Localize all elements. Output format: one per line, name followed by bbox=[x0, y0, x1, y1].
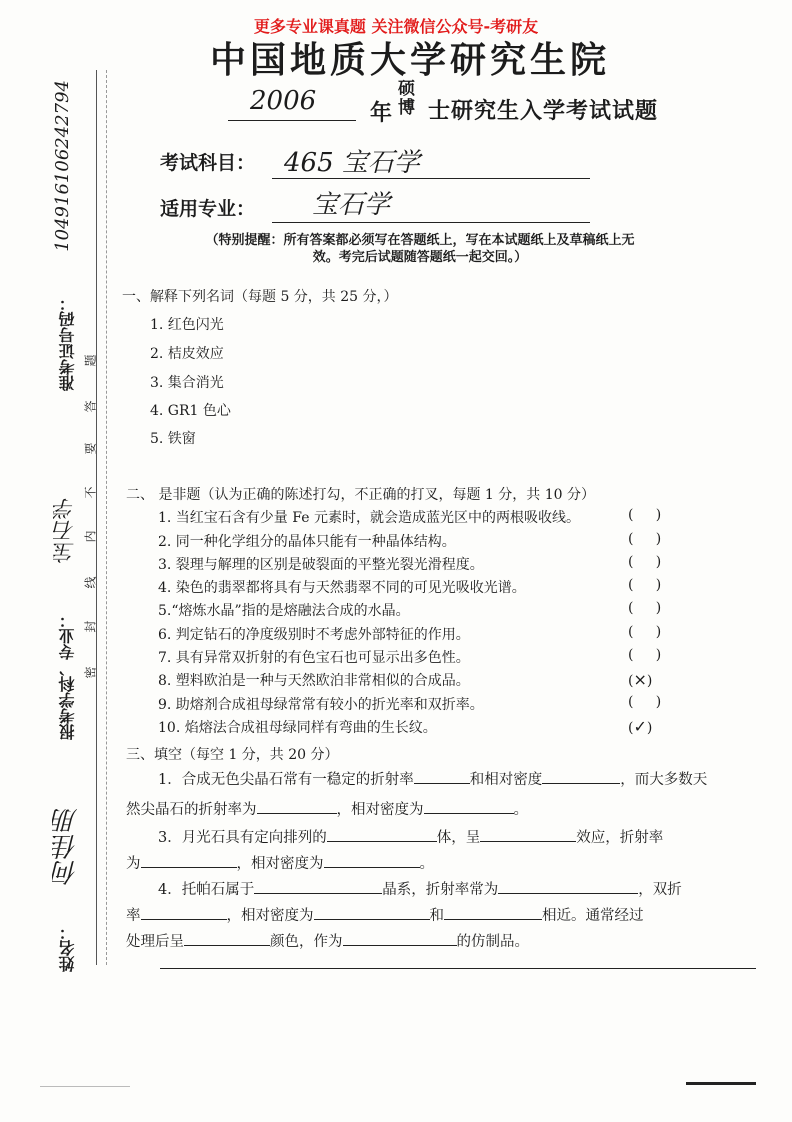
answer-parens: (×) bbox=[628, 670, 653, 689]
answer-parens: ( ) bbox=[628, 600, 662, 616]
seal-char: 答 bbox=[83, 400, 98, 413]
bottom-rule bbox=[160, 968, 756, 969]
name-value: 何佳朋 bbox=[52, 808, 82, 886]
tf-item: 2. 同一种化学组分的晶体只能有一种晶体结构。 bbox=[158, 534, 456, 550]
cross-mark: × bbox=[633, 670, 647, 689]
section-2-title: 二、 是非题（认为正确的陈述打勾，不正确的打叉，每题 1 分，共 10 分） bbox=[126, 487, 595, 503]
tf-item: 8. 塑料欧泊是一种与天然欧泊非常相似的合成品。 bbox=[158, 673, 470, 689]
promo-banner: 更多专业课真题 关注微信公众号-考研友 bbox=[253, 17, 539, 36]
check-mark: ✓ bbox=[633, 717, 647, 736]
term-item: 4. GR1 色心 bbox=[150, 403, 231, 419]
name-label: 姓名： bbox=[58, 924, 77, 972]
fill-q3-line1: 3．月光石具有定向排列的 体，呈 效应，折射率 bbox=[158, 824, 758, 852]
fill-q1-line1: 1．合成无色尖晶石常有一稳定的折射率 和相对密度 ，而大多数天 bbox=[158, 766, 758, 794]
answer-parens: ( ) bbox=[628, 647, 662, 663]
fill-q4-line2: 率 ，相对密度为 和 相近。通常经过 bbox=[126, 902, 766, 930]
answer-parens: ( ) bbox=[628, 531, 662, 547]
seal-char: 密 bbox=[83, 666, 98, 679]
fill-q1-line2: 然尖晶石的折射率为 ，相对密度为 。 bbox=[126, 796, 766, 824]
tf-item: 7. 具有异常双折射的有色宝石也可显示出多色性。 bbox=[158, 650, 470, 666]
ticket-value: 104916106242794 bbox=[52, 80, 73, 252]
seal-char: 题 bbox=[83, 354, 98, 367]
scan-artifact bbox=[40, 1086, 130, 1087]
subject-label: 考试科目： bbox=[160, 152, 256, 174]
fill-q4-line1: 4．托帕石属于 晶系，折射率常为 ，双折 bbox=[158, 876, 758, 904]
term-item: 2. 桔皮效应 bbox=[150, 346, 224, 362]
answer-parens: ( ) bbox=[628, 554, 662, 570]
major-underline bbox=[272, 222, 590, 223]
answer-parens: ( ) bbox=[628, 577, 662, 593]
seal-char: 不 bbox=[83, 486, 98, 499]
year-underline bbox=[228, 120, 356, 121]
subject-value: 465 宝石学 bbox=[284, 148, 420, 178]
tf-item: 6. 判定钻石的净度级别时不考虑外部特征的作用。 bbox=[158, 627, 470, 643]
scan-artifact bbox=[686, 1082, 756, 1085]
tf-item: 1. 当红宝石含有少量 Fe 元素时，就会造成蓝光区中的两根吸收线。 bbox=[158, 510, 580, 526]
special-note: （特别提醒：所有答案都必须写在答题纸上，写在本试题纸上及草稿纸上无效。考完后试题随答题纸一起交回。） bbox=[205, 233, 635, 265]
answer-parens: (✓) bbox=[628, 717, 653, 736]
exam-year: 2006 bbox=[250, 86, 317, 116]
degree-master: 硕 bbox=[398, 79, 415, 99]
fill-q3-line2: 为 ，相对密度为 。 bbox=[126, 850, 766, 878]
seal-char: 内 bbox=[83, 530, 98, 543]
tf-item: 9. 助熔剂合成祖母绿常常有较小的折光率和双折率。 bbox=[158, 697, 484, 713]
term-item: 1. 红色闪光 bbox=[150, 317, 224, 333]
fill-q4-line3: 处理后呈 颜色，作为 的仿制品。 bbox=[126, 928, 766, 956]
tf-item: 4. 染色的翡翠都将具有与天然翡翠不同的可见光吸收光谱。 bbox=[158, 580, 526, 596]
answer-parens: ( ) bbox=[628, 507, 662, 523]
seal-char: 线 bbox=[83, 576, 98, 589]
seal-char: 要 bbox=[83, 442, 98, 455]
degree-doctor: 博 bbox=[398, 98, 415, 118]
side-major-label: 报考学科、专业： bbox=[58, 612, 77, 740]
ticket-label: 准考证号码： bbox=[58, 295, 77, 391]
section-3-title: 三、填空（每空 1 分，共 20 分） bbox=[126, 747, 339, 763]
tf-item: 10. 焰熔法合成祖母绿同样有弯曲的生长纹。 bbox=[158, 720, 437, 736]
seal-char: 封 bbox=[83, 620, 98, 633]
seal-line-right bbox=[106, 70, 107, 965]
term-item: 3. 集合消光 bbox=[150, 375, 224, 391]
answer-parens: ( ) bbox=[628, 694, 662, 710]
tf-item: 5.“熔炼水晶”指的是熔融法合成的水晶。 bbox=[158, 603, 410, 619]
tf-item: 3. 裂理与解理的区别是破裂面的平整光裂光滑程度。 bbox=[158, 557, 484, 573]
major-label: 适用专业： bbox=[160, 198, 256, 220]
section-1-title: 一、解释下列名词（每题 5 分，共 25 分，） bbox=[122, 289, 398, 305]
major-value: 宝石学 bbox=[312, 190, 391, 220]
term-item: 5. 铁窗 bbox=[150, 431, 196, 447]
degree-options bbox=[398, 80, 420, 118]
seal-line-left bbox=[96, 70, 97, 965]
university-title: 中国地质大学研究生院 bbox=[210, 40, 611, 81]
exam-title: 士研究生入学考试试题 bbox=[428, 99, 659, 124]
answer-parens: ( ) bbox=[628, 624, 662, 640]
side-major-value: 宝石学 bbox=[53, 498, 78, 564]
year-suffix: 年 bbox=[370, 101, 393, 126]
